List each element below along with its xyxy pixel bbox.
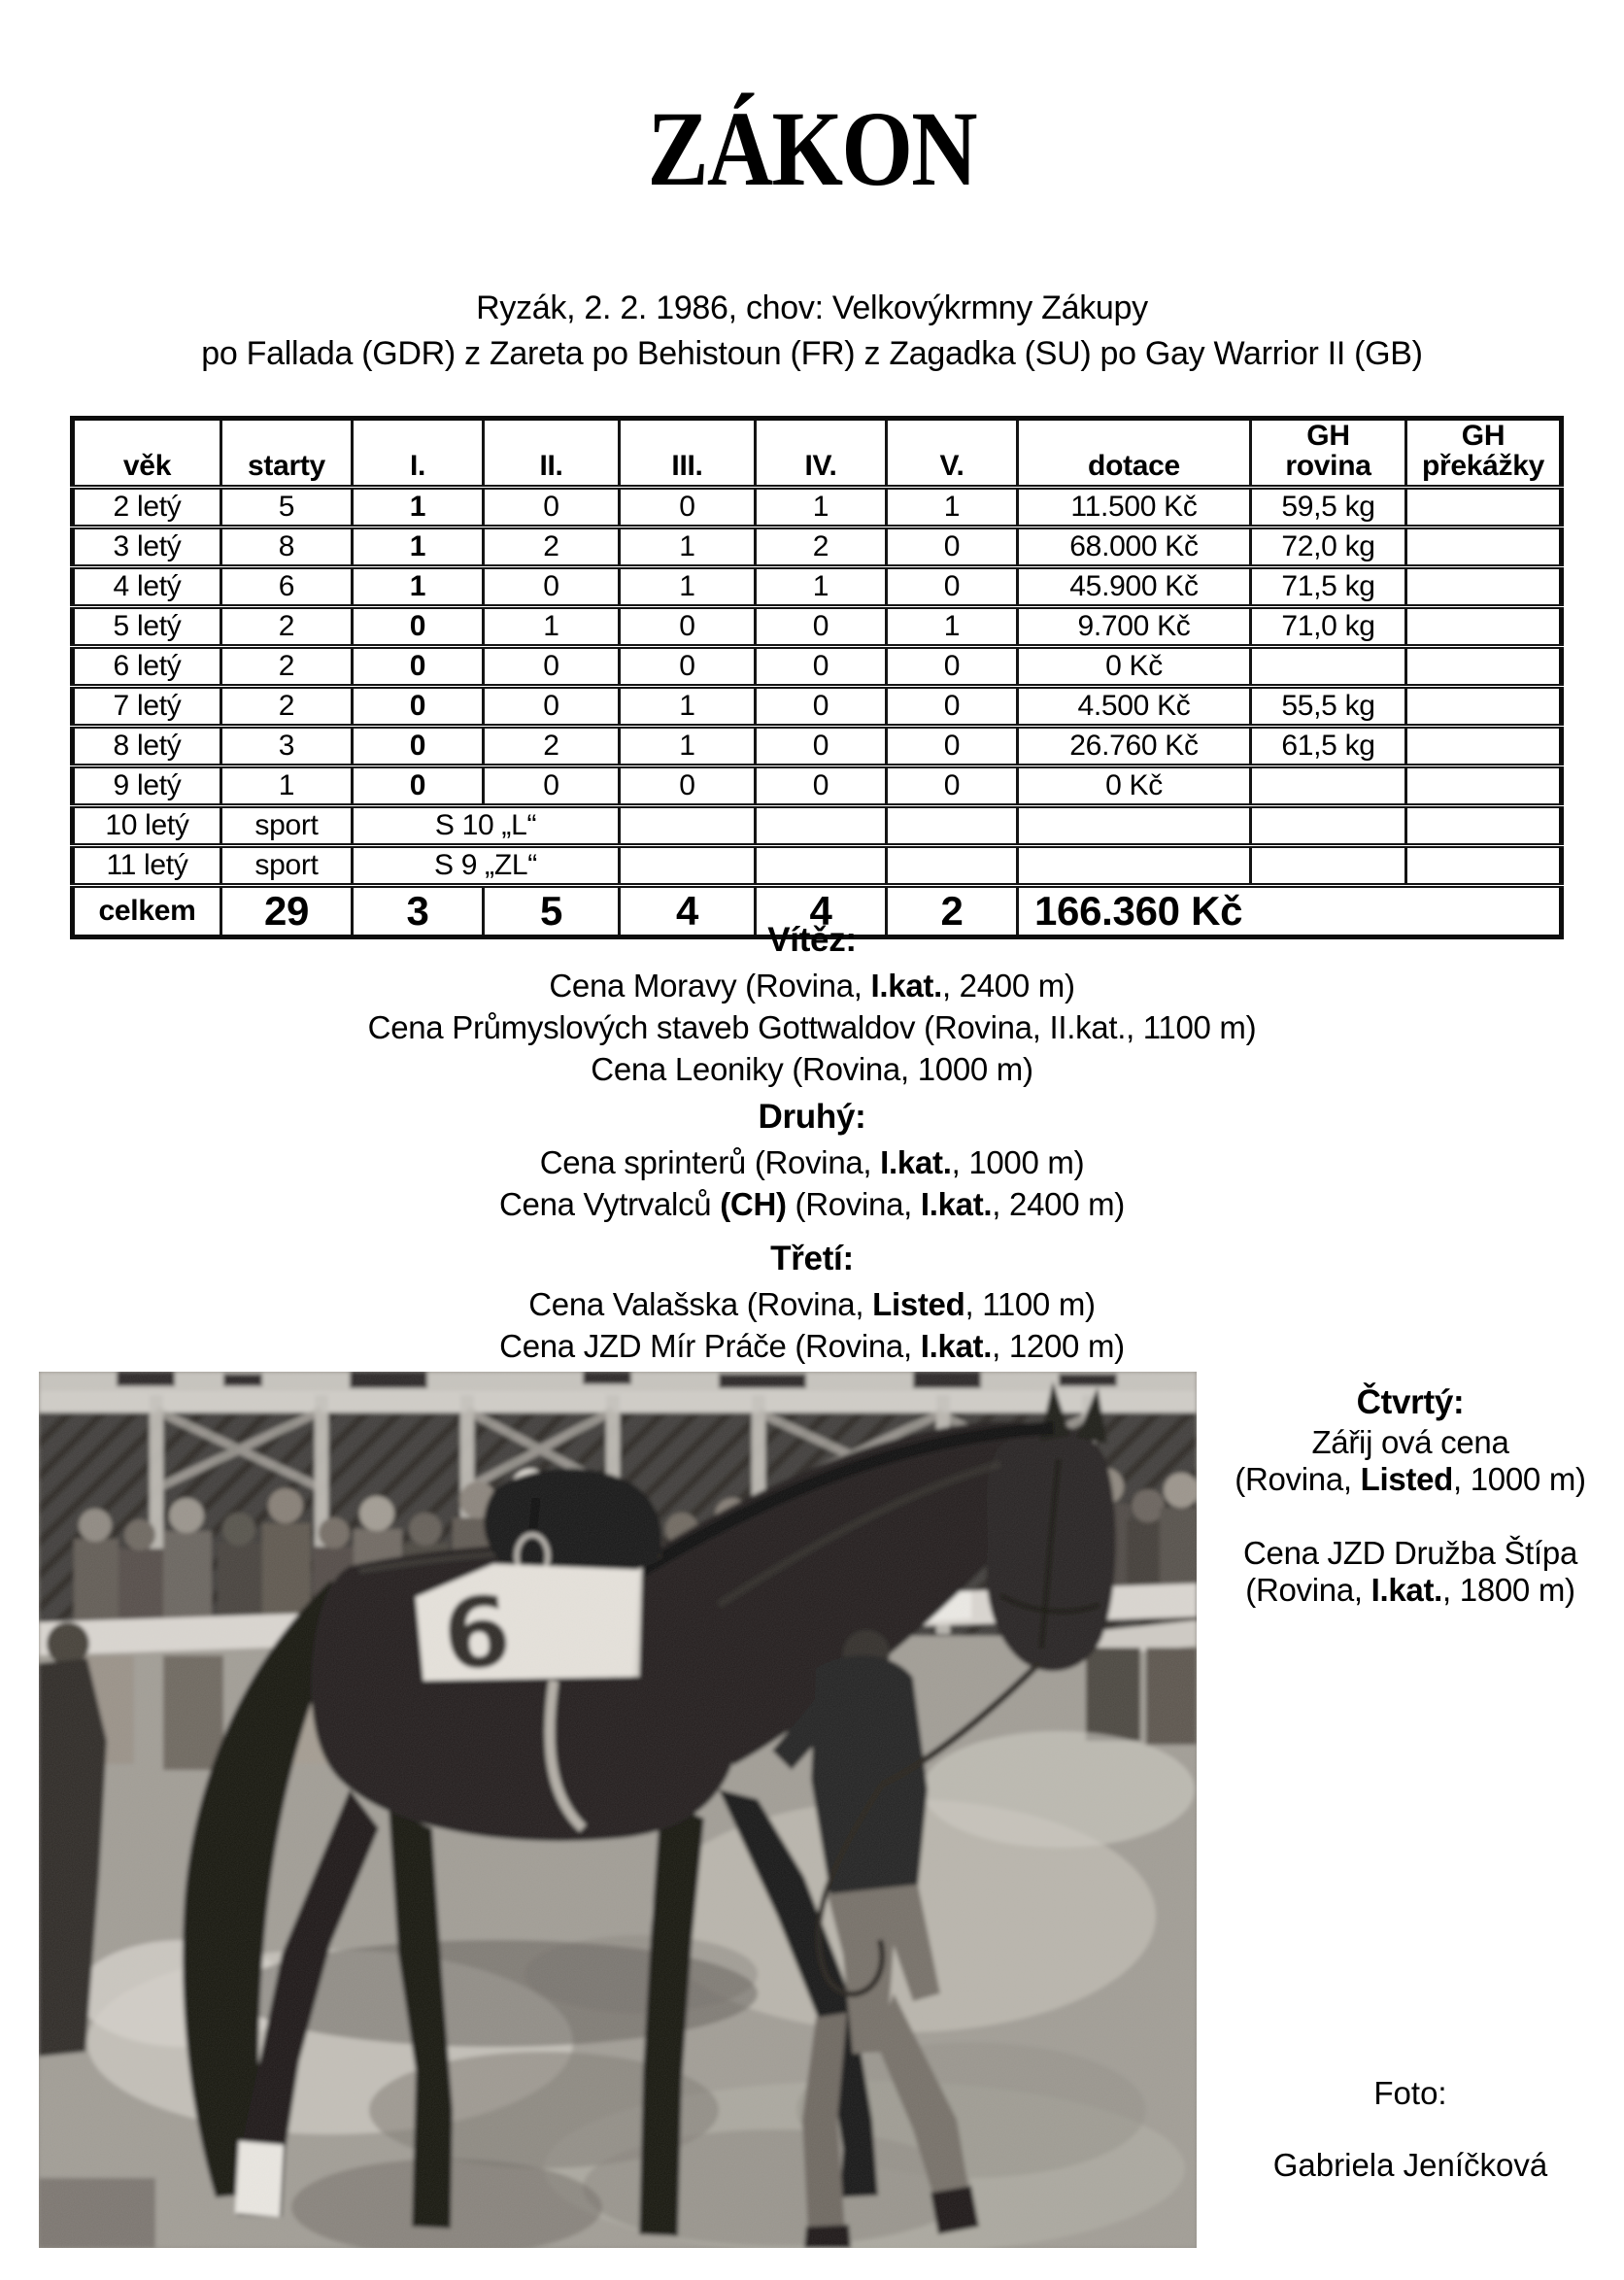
cell-iv: 0 <box>756 687 887 727</box>
cell-dotace: 0 Kč <box>1018 647 1251 687</box>
cell-iii: 1 <box>620 687 756 727</box>
cell-empty <box>756 846 887 886</box>
cell-empty <box>756 806 887 846</box>
cell-gh-rovina: 71,0 kg <box>1251 607 1406 647</box>
section-treti-heading: Třetí: <box>770 1240 854 1277</box>
cell-vek: 10 letý <box>73 806 221 846</box>
cell-starty: 2 <box>221 647 353 687</box>
table-row <box>73 607 1562 647</box>
section-line: (Rovina, Listed, 1000 m) <box>1235 1461 1586 1497</box>
cell-ii: 0 <box>484 687 620 727</box>
cell-total-v: 2 <box>887 886 1018 937</box>
section-line: Cena Valašska (Rovina, Listed, 1100 m) <box>528 1286 1096 1322</box>
section-line: Cena Průmyslových staveb Gottwaldov (Rovina, II.kat., 1100 m) <box>367 1009 1257 1045</box>
cell-vek: 11 letý <box>73 846 221 886</box>
cell-dotace: 0 Kč <box>1018 766 1251 806</box>
cell-gh-rovina: 71,5 kg <box>1251 567 1406 607</box>
cell-iv: 0 <box>756 766 887 806</box>
section-vitez-heading: Vítěz: <box>767 921 857 959</box>
cell-dotace: 68.000 Kč <box>1018 527 1251 567</box>
header-ii: II. <box>484 419 620 488</box>
section-ctvrty <box>1197 1383 1624 1609</box>
cell-empty <box>1018 806 1251 846</box>
cell-empty <box>1406 846 1562 886</box>
cell-i: 0 <box>353 766 484 806</box>
cell-total-iv: 4 <box>756 886 887 937</box>
cell-v: 0 <box>887 647 1018 687</box>
header-dotace: dotace <box>1018 419 1251 488</box>
cell-starty: 1 <box>221 766 353 806</box>
section-line: Zářij ová cena <box>1311 1424 1509 1460</box>
table-row <box>73 567 1562 607</box>
header-gh-prekazky: GH překážky <box>1406 419 1562 488</box>
subtitle-line-1: Ryzák, 2. 2. 1986, chov: Velkovýkrmny Zákupy <box>476 289 1148 326</box>
page-title <box>0 89 1624 208</box>
cell-v: 0 <box>887 567 1018 607</box>
cell-total-iii: 4 <box>620 886 756 937</box>
section-treti <box>0 1240 1624 1367</box>
cell-ii: 0 <box>484 766 620 806</box>
cell-empty <box>1251 846 1406 886</box>
section-line: Cena JZD Mír Práče (Rovina, I.kat., 1200 m) <box>499 1328 1125 1364</box>
cell-vek: 8 letý <box>73 727 221 766</box>
cell-total-label: celkem <box>73 886 221 937</box>
cell-ii: 2 <box>484 727 620 766</box>
cell-iii: 0 <box>620 766 756 806</box>
cell-i: 0 <box>353 727 484 766</box>
cell-empty <box>620 806 756 846</box>
cell-total-dotace: 166.360 Kč <box>1018 886 1562 937</box>
cell-vek: 6 letý <box>73 647 221 687</box>
section-druhy <box>0 1098 1624 1225</box>
cell-starty: 2 <box>221 607 353 647</box>
cell-iv: 2 <box>756 527 887 567</box>
cell-ii: 0 <box>484 647 620 687</box>
cell-starty: 8 <box>221 527 353 567</box>
section-vitez <box>0 921 1624 1090</box>
page-title-text: ZÁKON <box>647 89 977 208</box>
section-line: Cena Moravy (Rovina, I.kat., 2400 m) <box>549 968 1075 1004</box>
table-row <box>73 766 1562 806</box>
cell-i: 1 <box>353 567 484 607</box>
cell-starty: 3 <box>221 727 353 766</box>
cell-v: 0 <box>887 766 1018 806</box>
cell-v: 0 <box>887 727 1018 766</box>
cell-gh-prekazky <box>1406 607 1562 647</box>
cell-iii: 1 <box>620 727 756 766</box>
cell-i: 1 <box>353 527 484 567</box>
cell-total-starty: 29 <box>221 886 353 937</box>
section-druhy-heading: Druhý: <box>758 1098 866 1136</box>
cell-vek: 9 letý <box>73 766 221 806</box>
table-row <box>73 687 1562 727</box>
section-line: Cena JZD Družba Štípa <box>1242 1535 1578 1571</box>
cell-gh-rovina: 61,5 kg <box>1251 727 1406 766</box>
header-gh-rovina: GH rovina <box>1251 419 1406 488</box>
cell-i: 0 <box>353 607 484 647</box>
cell-iii: 0 <box>620 488 756 527</box>
cell-ii: 0 <box>484 488 620 527</box>
cell-gh-prekazky <box>1406 727 1562 766</box>
cell-gh-rovina: 72,0 kg <box>1251 527 1406 567</box>
cell-gh-rovina: 59,5 kg <box>1251 488 1406 527</box>
cell-empty <box>1406 806 1562 846</box>
cell-empty <box>1251 806 1406 846</box>
header-vek: věk <box>73 419 221 488</box>
cell-gh-rovina <box>1251 647 1406 687</box>
stats-table <box>70 416 1564 939</box>
cell-iii: 1 <box>620 527 756 567</box>
cell-dotace: 45.900 Kč <box>1018 567 1251 607</box>
film-grain-overlay <box>39 1372 1197 2248</box>
cell-gh-prekazky <box>1406 687 1562 727</box>
cell-gh-prekazky <box>1406 567 1562 607</box>
table-header-row <box>73 419 1562 488</box>
section-line: (Rovina, I.kat., 1800 m) <box>1245 1572 1575 1608</box>
cell-total-ii: 5 <box>484 886 620 937</box>
cell-v: 1 <box>887 488 1018 527</box>
cell-empty <box>1018 846 1251 886</box>
cell-vek: 5 letý <box>73 607 221 647</box>
cell-ii: 1 <box>484 607 620 647</box>
header-i: I. <box>353 419 484 488</box>
table-row <box>73 527 1562 567</box>
section-line-spacer <box>1197 1498 1624 1535</box>
table-row-sport <box>73 806 1562 846</box>
cell-iii: 1 <box>620 567 756 607</box>
cell-dotace: 4.500 Kč <box>1018 687 1251 727</box>
cell-starty: 6 <box>221 567 353 607</box>
table-row <box>73 647 1562 687</box>
table-row-sport <box>73 846 1562 886</box>
header-iii: III. <box>620 419 756 488</box>
section-line: Cena Vytrvalců (CH) (Rovina, I.kat., 2400 m) <box>499 1186 1125 1222</box>
horse-photo-illustration <box>39 1372 1197 2248</box>
cell-gh-prekazky <box>1406 647 1562 687</box>
cell-starty: 5 <box>221 488 353 527</box>
cell-starty: sport <box>221 806 353 846</box>
section-line: Cena sprinterů (Rovina, I.kat., 1000 m) <box>539 1144 1085 1180</box>
cell-vek: 3 letý <box>73 527 221 567</box>
cell-i: 0 <box>353 687 484 727</box>
cell-starty: sport <box>221 846 353 886</box>
cell-vek: 7 letý <box>73 687 221 727</box>
horse-photo <box>39 1372 1197 2248</box>
cell-sport-note: S 10 „L“ <box>353 806 620 846</box>
cell-gh-rovina: 55,5 kg <box>1251 687 1406 727</box>
cell-iv: 1 <box>756 567 887 607</box>
cell-iv: 0 <box>756 647 887 687</box>
photo-credit-name: Gabriela Jeníčková <box>1272 2147 1548 2183</box>
cell-empty <box>887 806 1018 846</box>
cell-v: 1 <box>887 607 1018 647</box>
cell-iii: 0 <box>620 647 756 687</box>
cell-gh-prekazky <box>1406 766 1562 806</box>
section-line: Cena Leoniky (Rovina, 1000 m) <box>591 1051 1033 1087</box>
table-row <box>73 727 1562 766</box>
cell-dotace: 26.760 Kč <box>1018 727 1251 766</box>
cell-empty <box>887 846 1018 886</box>
table-row <box>73 488 1562 527</box>
cell-v: 0 <box>887 527 1018 567</box>
cell-starty: 2 <box>221 687 353 727</box>
cell-gh-rovina <box>1251 766 1406 806</box>
cell-i: 1 <box>353 488 484 527</box>
cell-v: 0 <box>887 687 1018 727</box>
cell-ii: 0 <box>484 567 620 607</box>
cell-total-i: 3 <box>353 886 484 937</box>
cell-vek: 4 letý <box>73 567 221 607</box>
cell-vek: 2 letý <box>73 488 221 527</box>
cell-gh-prekazky <box>1406 527 1562 567</box>
cell-iii: 0 <box>620 607 756 647</box>
photo-credit <box>1197 2075 1624 2184</box>
cell-iv: 0 <box>756 727 887 766</box>
cell-dotace: 11.500 Kč <box>1018 488 1251 527</box>
header-starty: starty <box>221 419 353 488</box>
cell-sport-note: S 9 „ZL“ <box>353 846 620 886</box>
cell-iv: 1 <box>756 488 887 527</box>
cell-empty <box>620 846 756 886</box>
subtitle-line-2: po Fallada (GDR) z Zareta po Behistoun (FR) z Zagadka (SU) po Gay Warrior II (GB) <box>201 335 1423 372</box>
cell-gh-prekazky <box>1406 488 1562 527</box>
pedigree <box>0 286 1624 377</box>
cell-i: 0 <box>353 647 484 687</box>
section-ctvrty-heading: Čtvrtý: <box>1356 1383 1465 1421</box>
header-iv: IV. <box>756 419 887 488</box>
photo-credit-label: Foto: <box>1373 2075 1447 2111</box>
cell-iv: 0 <box>756 607 887 647</box>
cell-dotace: 9.700 Kč <box>1018 607 1251 647</box>
header-v: V. <box>887 419 1018 488</box>
cell-ii: 2 <box>484 527 620 567</box>
